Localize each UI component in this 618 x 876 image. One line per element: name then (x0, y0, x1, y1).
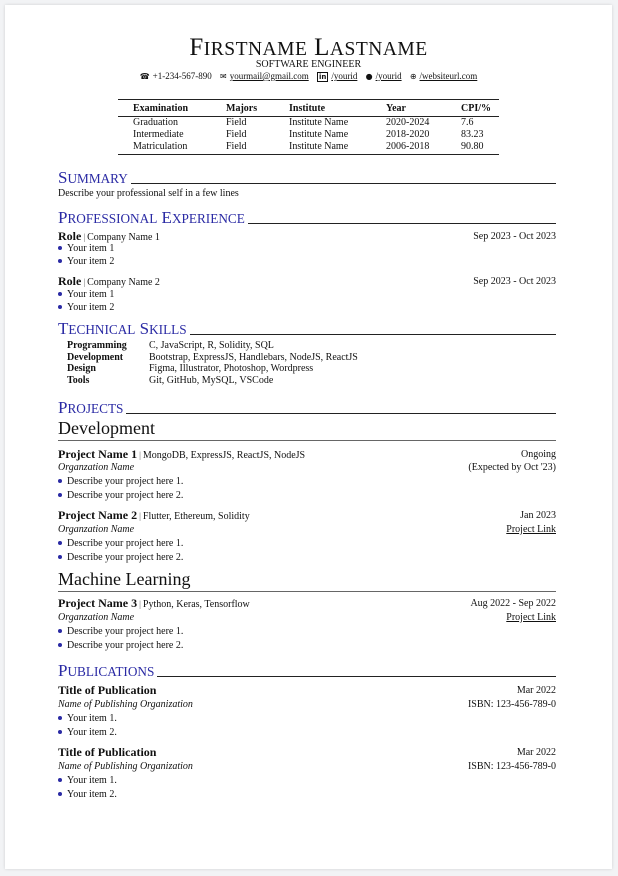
section-projects (58, 397, 556, 417)
website-link[interactable]: /websiteurl.com (419, 71, 478, 81)
section-title: TECHNICAL SKILLS (58, 319, 187, 338)
separator: | (139, 599, 141, 609)
section-rule (157, 676, 556, 677)
separator: | (83, 277, 86, 287)
github-link[interactable]: /yourid (375, 71, 402, 81)
item-text: Describe your project here 1. (67, 476, 184, 487)
project-date: Aug 2022 - Sep 2022 (470, 598, 556, 609)
education-header: Year (371, 100, 446, 117)
section-rule (248, 223, 556, 224)
company-name: Company Name 1 (87, 232, 160, 243)
skill-row (67, 363, 358, 375)
item-text: Your item 1 (67, 289, 115, 300)
candidate-name (5, 34, 612, 62)
contact-website[interactable] (410, 71, 477, 81)
education-cell: 2018-2020 (386, 129, 430, 140)
section-experience (58, 207, 556, 227)
contact-linkedin[interactable] (317, 71, 357, 82)
publication-date: Mar 2022 (516, 685, 556, 696)
bullet-icon (58, 629, 62, 633)
bullet-icon (58, 778, 62, 782)
item-text: Your item 1 (67, 243, 115, 254)
skills-table (67, 340, 358, 386)
education-header: Institute (274, 100, 371, 117)
list-item (58, 538, 183, 550)
publication-title: Title of Publication (58, 745, 157, 759)
project-link-wrap (356, 524, 556, 536)
separator: | (83, 232, 86, 242)
linkedin-icon: in (318, 73, 327, 81)
project-org: Organzation Name (58, 524, 135, 535)
item-text: Describe your project here 2. (67, 640, 184, 651)
education-cell: Institute Name (289, 117, 349, 128)
education-row (118, 129, 499, 141)
skill-label: Development (67, 351, 124, 363)
phone-icon: ☎ (139, 72, 150, 81)
education-cell: Graduation (133, 117, 178, 128)
globe-icon: ⊕ (409, 72, 417, 81)
project-heading (58, 448, 305, 462)
section-title: PROFESSIONAL EXPERIENCE (58, 208, 245, 227)
item-text: Your item 1. (67, 775, 117, 786)
education-header-row (118, 100, 499, 117)
contact-github[interactable] (366, 71, 402, 81)
project-link[interactable]: Project Link (506, 612, 556, 623)
section-title: PUBLICATIONS (58, 661, 155, 680)
item-text: Your item 2 (67, 256, 115, 267)
separator: | (139, 450, 141, 460)
education-cell: Institute Name (274, 141, 371, 155)
contact-email[interactable] (220, 71, 309, 81)
phone-text: +1-234-567-890 (152, 71, 212, 81)
skill-row (67, 352, 358, 364)
publication-isbn: ISBN: 123-456-789-0 (467, 699, 556, 710)
project-org: Organzation Name (58, 462, 135, 473)
list-item (58, 640, 183, 652)
skill-value: Figma, Illustrator, Photoshop, Wordpress (149, 363, 314, 374)
bullet-icon (58, 246, 62, 250)
project-tech: Python, Keras, Tensorflow (142, 599, 250, 610)
list-item (58, 626, 183, 638)
section-rule (131, 183, 556, 184)
skill-value: C, JavaScript, R, Solidity, SQL (149, 340, 274, 351)
item-text: Describe your project here 2. (67, 552, 184, 563)
item-text: Your item 2. (67, 727, 117, 738)
item-text: Describe your project here 1. (67, 626, 184, 637)
experience-heading (58, 275, 160, 289)
list-item (58, 552, 183, 564)
list-item (58, 727, 117, 739)
project-name: Project Name 1 (58, 447, 138, 461)
email-link[interactable]: yourmail@gmail.com (229, 71, 309, 81)
last-name: LASTNAME (314, 34, 428, 61)
item-text: Describe your project here 2. (67, 490, 184, 501)
subsection-development: Development (58, 418, 556, 441)
mail-icon: ✉ (219, 72, 227, 81)
section-publications (58, 660, 556, 680)
list-item (58, 789, 117, 801)
job-title: SOFTWARE ENGINEER (255, 59, 362, 70)
project-note: (Expected by Oct '23) (468, 462, 556, 473)
list-item (58, 243, 114, 255)
section-summary (58, 167, 556, 187)
education-cell: 2020-2024 (386, 117, 430, 128)
education-cell: Field (226, 129, 247, 140)
item-text: Describe your project here 1. (67, 538, 184, 549)
publication-title: Title of Publication (58, 683, 157, 697)
section-skills (58, 318, 556, 338)
bullet-icon (58, 555, 62, 559)
list-item (58, 289, 114, 301)
first-name: FIRSTNAME (189, 34, 308, 61)
bullet-icon (58, 643, 62, 647)
project-name: Project Name 2 (58, 508, 138, 522)
skill-label: Programming (67, 340, 127, 351)
skill-label: Tools (67, 374, 90, 386)
publication-org: Name of Publishing Organization (58, 699, 193, 710)
education-cell: Matriculation (118, 141, 211, 155)
experience-heading (58, 230, 160, 244)
publication-date: Mar 2022 (516, 747, 556, 758)
education-table (118, 99, 499, 155)
company-name: Company Name 2 (87, 277, 160, 288)
project-link[interactable]: Project Link (506, 524, 556, 535)
project-link-wrap (356, 612, 556, 624)
item-text: Your item 1. (67, 713, 117, 724)
contact-phone (140, 71, 212, 81)
list-item (58, 476, 183, 488)
skill-row (67, 340, 358, 352)
list-item (58, 713, 117, 725)
list-item (58, 256, 114, 268)
education-cell: Field (211, 141, 274, 155)
skill-row (67, 375, 358, 387)
bullet-icon (58, 541, 62, 545)
section-title: SUMMARY (58, 168, 128, 187)
experience-dates: Sep 2023 - Oct 2023 (473, 231, 556, 242)
experience-dates: Sep 2023 - Oct 2023 (473, 276, 556, 287)
education-cell: Field (226, 117, 247, 128)
contact-bar (5, 71, 612, 82)
project-date: Jan 2023 (520, 510, 556, 521)
bullet-icon (58, 730, 62, 734)
list-item (58, 775, 117, 787)
section-rule (126, 413, 556, 414)
skill-label: Design (67, 363, 96, 374)
education-header: Examination (118, 100, 211, 117)
project-heading (58, 597, 250, 611)
education-cell: 7.6 (461, 117, 474, 128)
publication-isbn: ISBN: 123-456-789-0 (467, 761, 556, 772)
list-item (58, 490, 183, 502)
bullet-icon (58, 479, 62, 483)
project-date: Ongoing (521, 449, 556, 460)
resume-page (5, 5, 612, 869)
publication-org: Name of Publishing Organization (58, 761, 193, 772)
education-header: CPI/% (446, 100, 499, 117)
skill-value: Git, GitHub, MySQL, VSCode (149, 374, 274, 386)
education-cell: 2006-2018 (371, 141, 446, 155)
summary-text: Describe your professional self in a few lines (58, 188, 239, 199)
item-text: Your item 2 (67, 302, 115, 313)
project-name: Project Name 3 (58, 596, 138, 610)
education-cell: Intermediate (133, 129, 184, 140)
github-icon: ● (365, 72, 373, 81)
list-item (58, 302, 114, 314)
education-row (118, 141, 499, 155)
section-rule (190, 334, 556, 335)
education-cell: 90.80 (446, 141, 499, 155)
bullet-icon (58, 792, 62, 796)
bullet-icon (58, 292, 62, 296)
bullet-icon (58, 716, 62, 720)
education-cell: Institute Name (289, 129, 349, 140)
bullet-icon (58, 305, 62, 309)
education-row (118, 117, 499, 130)
education-cell: 83.23 (461, 129, 484, 140)
item-text: Your item 2. (67, 789, 117, 800)
role-title: Role (58, 274, 82, 288)
skill-value: Bootstrap, ExpressJS, Handlebars, NodeJS, ReactJS (149, 351, 358, 363)
project-tech: MongoDB, ExpressJS, ReactJS, NodeJS (142, 450, 306, 461)
bullet-icon (58, 493, 62, 497)
project-tech: Flutter, Ethereum, Solidity (142, 511, 250, 522)
project-heading (58, 509, 250, 523)
project-org: Organzation Name (58, 612, 135, 623)
role-title: Role (58, 229, 82, 243)
section-title: PROJECTS (58, 398, 124, 417)
separator: | (139, 511, 141, 521)
education-header: Majors (211, 100, 274, 117)
bullet-icon (58, 259, 62, 263)
subsection-machine-learning: Machine Learning (58, 569, 556, 592)
linkedin-link[interactable]: /yourid (331, 71, 358, 81)
